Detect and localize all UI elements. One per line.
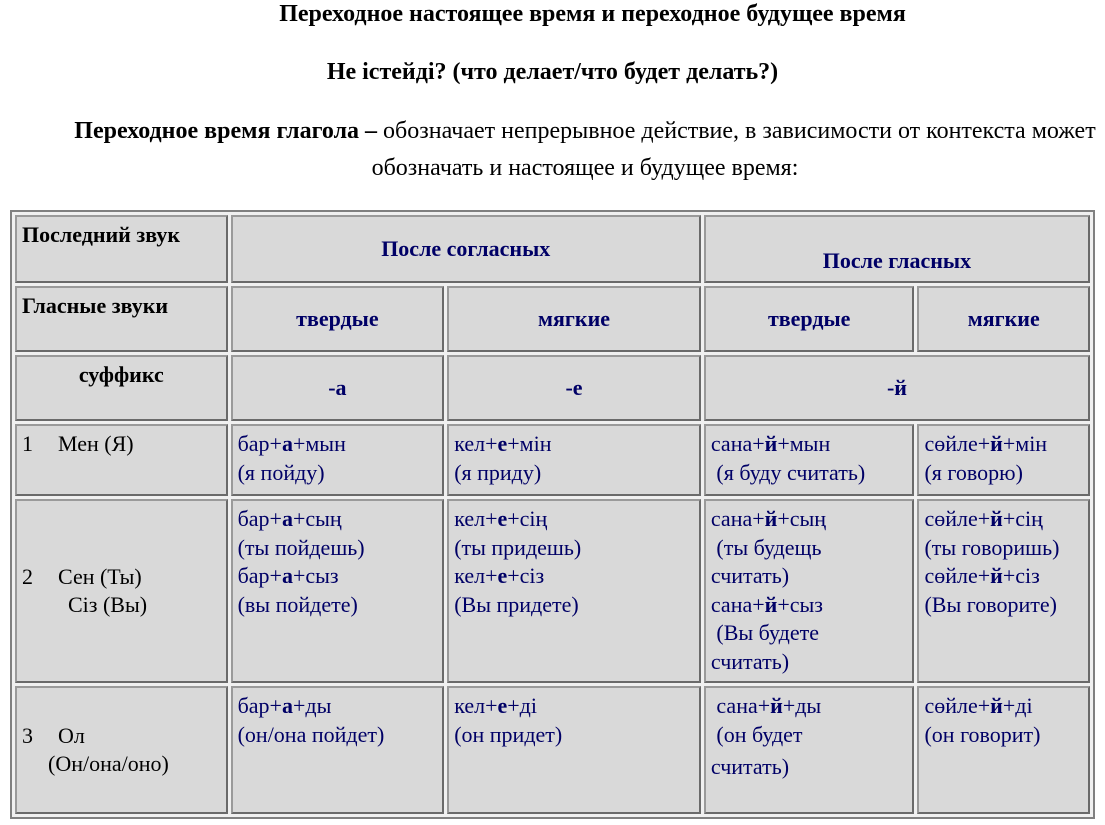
person-number: 3 — [22, 722, 33, 748]
header-row-vowels — [15, 286, 1090, 352]
pronoun-cell — [15, 499, 228, 683]
form-cell: кел+е+сің (ты придешь) кел+е+сіз (Вы придете) — [447, 499, 701, 683]
group-after-vowels: После гласных — [704, 215, 1090, 283]
col-hard-vowels: твердые — [704, 286, 915, 352]
conjugation-table — [10, 210, 1095, 819]
suffix-y: -й — [704, 355, 1090, 421]
header-row-suffix — [15, 355, 1090, 421]
col-soft-vowels: мягкие — [917, 286, 1090, 352]
label-suffix: суффикс — [15, 355, 228, 421]
pronoun-cell — [15, 686, 228, 814]
form-cell: бар+а+сың (ты пойдешь) бар+а+сыз (вы пойдете) — [231, 499, 445, 683]
form-cell: бар+а+мын (я пойду) — [231, 424, 445, 496]
pronoun: Ол — [58, 722, 85, 748]
pronoun: Сіз (Вы) — [68, 592, 148, 617]
form-cell: сөйле+й+ді (он говорит) — [917, 686, 1090, 814]
form-cell: сана+й+мын (я буду считать) — [704, 424, 915, 496]
page-title: Переходное настоящее время и переходное будущее время — [279, 1, 906, 27]
form-cell: сана+й+ды (он будет считать) — [704, 686, 915, 814]
intro-text: обозначает непрерывное действие, в зависимости от контекста может обозначать и настоящее и будущее время: — [371, 118, 1096, 181]
label-last-sound: Последний звук — [15, 215, 228, 283]
group-after-consonants: После согласных — [231, 215, 701, 283]
table-row — [15, 499, 1090, 683]
form-cell: сөйле+й+мін (я говорю) — [917, 424, 1090, 496]
intro-paragraph — [60, 113, 1105, 187]
form-cell: кел+е+ді (он придет) — [447, 686, 701, 814]
table-row — [15, 424, 1090, 496]
form-cell: сөйле+й+сің (ты говоришь) сөйле+й+сіз (Вы говорите) — [917, 499, 1090, 683]
person-number: 1 — [22, 431, 33, 456]
intro-term: Переходное время глагола – — [74, 118, 378, 144]
label-vowels: Гласные звуки — [15, 286, 228, 352]
suffix-e: -е — [447, 355, 701, 421]
suffix-a: -а — [231, 355, 445, 421]
col-hard-consonants: твердые — [231, 286, 445, 352]
form-cell: сана+й+сың (ты будещь считать) сана+й+сыз (Вы будете считать) — [704, 499, 915, 683]
form-cell: кел+е+мін (я приду) — [447, 424, 701, 496]
form-cell: бар+а+ды (он/она пойдет) — [231, 686, 445, 814]
col-soft-consonants: мягкие — [447, 286, 701, 352]
table-row — [15, 686, 1090, 814]
pronoun: Мен (Я) — [58, 431, 134, 456]
pronoun: Сен (Ты) — [58, 563, 142, 589]
pronoun: (Он/она/оно) — [48, 751, 169, 776]
page-subtitle: Не істейді? (что делает/что будет делать?) — [326, 59, 779, 85]
person-number: 2 — [22, 563, 33, 589]
header-row-groups — [15, 215, 1090, 283]
pronoun-cell — [15, 424, 228, 496]
